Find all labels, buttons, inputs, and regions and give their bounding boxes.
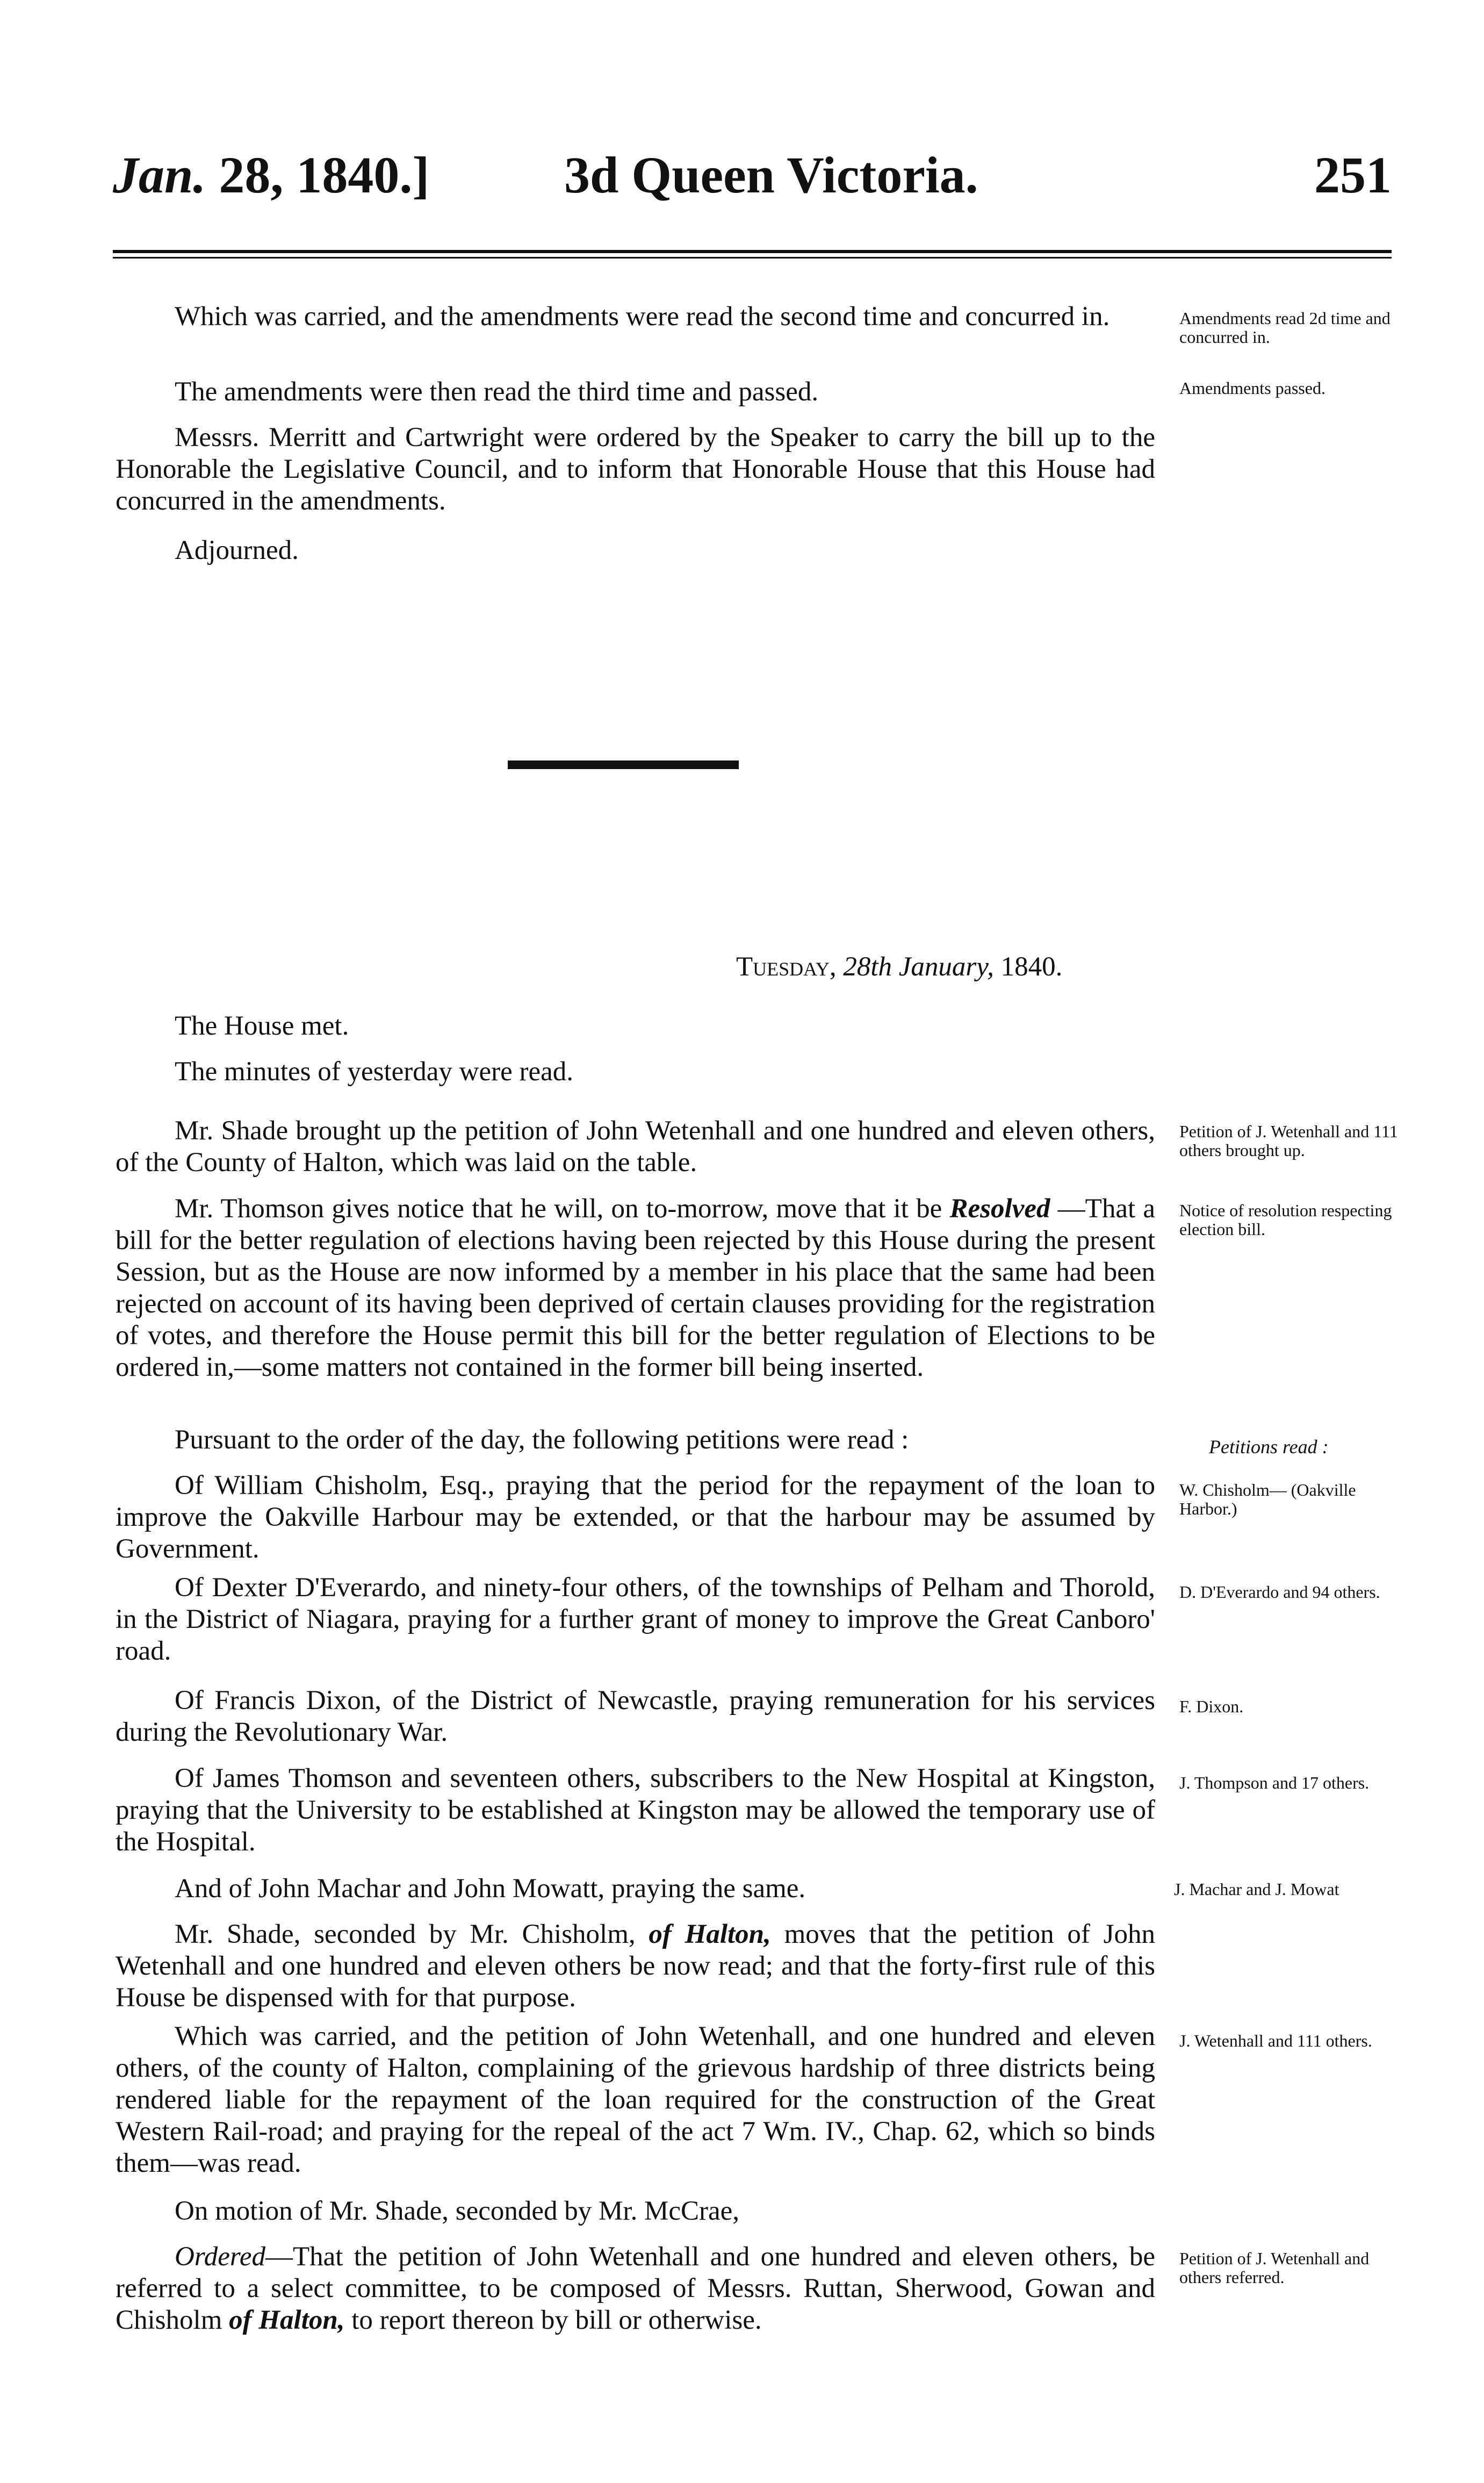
motion-of-halton: of Halton, xyxy=(649,1919,771,1949)
paragraph-ordered-referral xyxy=(116,2241,1155,2336)
paragraph-amendments-passed: The amendments were then read the third time and passed. xyxy=(175,377,819,407)
margin-note-petition-brought-up: Petition of J. Wetenhall and 111 others brought up. xyxy=(1179,1122,1398,1160)
margin-note-chisholm: W. Chisholm— (Oakville Harbor.) xyxy=(1179,1480,1356,1518)
sitting-date-month: 28th January, xyxy=(836,952,994,982)
notice-resolved: Resolved xyxy=(949,1194,1050,1224)
ordered-label: Ordered xyxy=(175,2242,266,2272)
header-title: 3d Queen Victoria. xyxy=(564,146,978,204)
paragraph-amendments-carried: Which was carried, and the amendments were read the second time and concurred in. xyxy=(175,302,1110,332)
margin-note-notice-of-resolution: Notice of resolution respecting election bill. xyxy=(1179,1201,1392,1239)
margin-note-petitions-read: Petitions read : xyxy=(1209,1436,1329,1458)
paragraph-messengers: Messrs. Merritt and Cartwright were ordered by the Speaker to carry the bill up to the Honorable the Legislative Council, and to inform that Honorable House that this House had concurred in the amendments. xyxy=(116,422,1155,516)
page-header xyxy=(113,145,1392,210)
margin-note-machar: J. Machar and J. Mowat xyxy=(1174,1879,1339,1899)
notice-text-a: Mr. Thomson gives notice that he will, on to-morrow, move that it be xyxy=(175,1194,950,1224)
sitting-date xyxy=(736,951,1062,982)
margin-note-deverardo: D. D'Everardo and 94 others. xyxy=(1179,1582,1380,1602)
header-rule-thin xyxy=(113,257,1392,259)
paragraph-house-met: The House met. xyxy=(175,1011,349,1041)
margin-note-referred: Petition of J. Wetenhall and others referred. xyxy=(1179,2249,1370,2287)
paragraph-petition-read-wetenhall: Which was carried, and the petition of John Wetenhall, and one hundred and eleven others, of the county of Halton, complaining of the grievous hardship of three districts being rendered liable for the repayment of the loan required for the construction of the Great Western Rail-road; and praying for the repeal of the act 7 Wm. IV., Chap. 62, which so binds them—was read. xyxy=(116,2021,1155,2178)
paragraph-motion-mccrae: On motion of Mr. Shade, seconded by Mr. McCrae, xyxy=(175,2196,740,2226)
ordered-of-halton: of Halton, xyxy=(229,2305,345,2335)
sitting-date-day: Tuesday, xyxy=(736,952,837,982)
header-rule-thick xyxy=(113,250,1392,253)
ordered-text-a: —That the petition of John Wetenhall and one hundred and eleven others, be referred to a select committee, to be composed of Messrs. Ruttan, Sherwood, Gowan and Chisholm xyxy=(116,2242,1155,2335)
margin-note-thomson: J. Thompson and 17 others. xyxy=(1179,1773,1370,1792)
paragraph-petition-brought-up: Mr. Shade brought up the petition of John Wetenhall and one hundred and eleven others, of the County of Halton, which was laid on the table. xyxy=(116,1116,1155,1178)
page-number: 251 xyxy=(1314,146,1392,204)
paragraph-motion-shade xyxy=(116,1919,1155,2014)
header-date-rest: 28, 1840.] xyxy=(206,146,430,204)
motion-text-a: Mr. Shade, seconded by Mr. Chisholm, xyxy=(175,1919,649,1949)
paragraph-petition-deverardo: Of Dexter D'Everardo, and ninety-four others, of the townships of Pelham and Thorold, in the District of Niagara, praying for a further grant of money to improve the Great Canboro' road. xyxy=(116,1573,1155,1666)
ordered-text-b: to report thereon by bill or otherwise. xyxy=(344,2305,762,2335)
paragraph-minutes-read: The minutes of yesterday were read. xyxy=(175,1057,574,1087)
header-date xyxy=(113,145,429,205)
paragraph-adjourned: Adjourned. xyxy=(175,535,299,565)
paragraph-petition-chisholm: Of William Chisholm, Esq., praying that the period for the repayment of the loan to improve the Oakville Harbour may be extended, or that the harbour may be assumed by Government. xyxy=(116,1470,1155,1564)
motion-text-b: moves that the petition of John Wetenhall and one hundred and eleven others be now read; and that the forty-first rule of this House be dispensed with for that purpose. xyxy=(116,1919,1155,2013)
header-date-month: Jan. xyxy=(113,146,206,204)
notice-text-b: —That a bill for the better regulation of elections having been rejected by this House during the present Session, but as the House are now informed by a member in his place that the same had been rejected on account of its having been deprived of certain clauses providing for the registration of votes, and therefore the House permit this bill for the better regulation of Elections to be ordered in,—some matters not contained in the former bill being inserted. xyxy=(116,1194,1155,1382)
paragraph-petition-dixon: Of Francis Dixon, of the District of Newcastle, praying remuneration for his services during the Revolutionary War. xyxy=(116,1685,1155,1747)
paragraph-petition-thomson: Of James Thomson and seventeen others, subscribers to the New Hospital at Kingston, praying that the University to be established at Kingston may be allowed the temporary use of the Hospital. xyxy=(116,1763,1155,1857)
margin-note-wetenhall: J. Wetenhall and 111 others. xyxy=(1179,2031,1372,2050)
paragraph-petition-machar: And of John Machar and John Mowatt, praying the same. xyxy=(175,1874,806,1904)
paragraph-petitions-read: Pursuant to the order of the day, the following petitions were read : xyxy=(175,1425,909,1455)
section-divider xyxy=(508,760,739,769)
margin-note-amendments-passed: Amendments passed. xyxy=(1179,378,1325,398)
margin-note-dixon: F. Dixon. xyxy=(1179,1697,1244,1716)
margin-note-amendments-read: Amendments read 2d time and concurred in. xyxy=(1179,308,1391,347)
paragraph-notice-of-resolution xyxy=(116,1193,1155,1383)
sitting-date-year: 1840. xyxy=(993,952,1063,982)
